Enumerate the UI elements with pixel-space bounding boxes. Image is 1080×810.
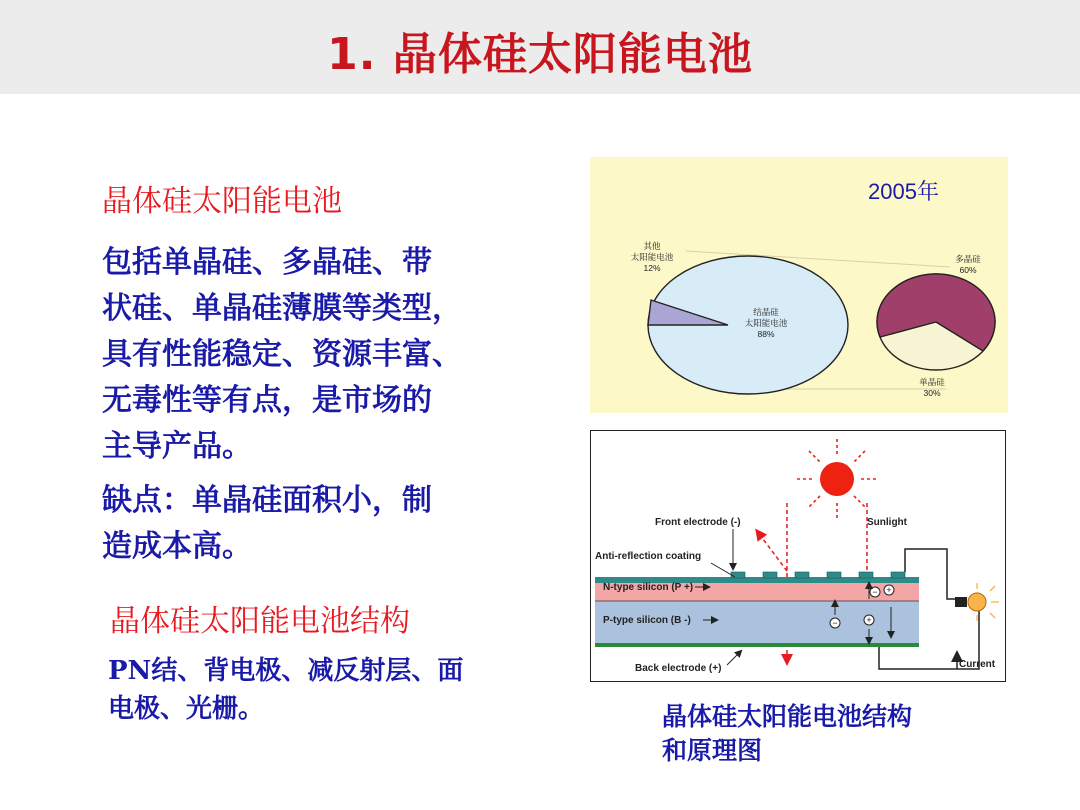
label-line: 单晶硅 bbox=[919, 377, 945, 387]
market-share-pie-chart bbox=[590, 157, 1008, 413]
label-front-electrode: Front electrode (-) bbox=[655, 517, 741, 528]
drawback-paragraph bbox=[102, 478, 432, 570]
svg-text:−: − bbox=[832, 618, 838, 628]
label-line: 其他 bbox=[643, 241, 661, 251]
caption-line: 和原理图 bbox=[662, 736, 763, 765]
drawback-line: 缺点：单晶硅面积小，制 bbox=[102, 483, 432, 518]
pie-label-poly-silicon bbox=[955, 254, 981, 275]
light-bulb-icon bbox=[955, 583, 999, 621]
description-paragraph bbox=[102, 240, 462, 470]
label-line: 太阳能电池 bbox=[630, 252, 674, 262]
label-line: 多晶硅 bbox=[955, 254, 981, 264]
page-title: 1. 晶体硅太阳能电池 bbox=[327, 29, 753, 80]
label-current: Current bbox=[959, 659, 996, 670]
solar-cell-diagram-svg bbox=[591, 431, 1005, 681]
svg-text:−: − bbox=[872, 587, 878, 597]
structure-line: PN结、背电极、减反射层、面 bbox=[108, 656, 464, 686]
svg-text:+: + bbox=[886, 585, 892, 595]
sun-icon bbox=[797, 439, 877, 519]
label-line: 12% bbox=[643, 263, 661, 273]
caption-line: 晶体硅太阳能电池结构 bbox=[662, 702, 913, 731]
label-line: 30% bbox=[923, 388, 941, 398]
solar-cell-diagram bbox=[590, 430, 1006, 682]
label-n-type: N-type silicon (P +) bbox=[603, 582, 694, 593]
description-line: 无毒性等有点，是市场的 bbox=[102, 383, 432, 418]
pie-year-label: 2005年 bbox=[868, 179, 939, 204]
structure-paragraph bbox=[108, 652, 463, 728]
label-anti-reflection: Anti-reflection coating bbox=[595, 551, 702, 562]
structure-line: 电极、光栅。 bbox=[108, 694, 265, 724]
label-line: 60% bbox=[959, 265, 977, 275]
description-line: 主导产品。 bbox=[102, 429, 252, 464]
diagram-caption bbox=[662, 700, 912, 768]
drawback-line: 造成本高。 bbox=[102, 529, 252, 564]
back-electrode-layer bbox=[595, 643, 919, 647]
pie-label-mono-silicon bbox=[919, 377, 945, 398]
label-back-electrode: Back electrode (+) bbox=[635, 663, 722, 674]
description-line: 状硅、单晶硅薄膜等类型， bbox=[102, 291, 462, 326]
label-line: 结晶硅 bbox=[753, 307, 779, 317]
label-p-type: P-type silicon (B -) bbox=[603, 615, 691, 626]
pie-label-other bbox=[631, 241, 674, 273]
section-heading-structure: 晶体硅太阳能电池结构 bbox=[110, 604, 410, 639]
description-line: 包括单晶硅、多晶硅、带 bbox=[102, 245, 432, 280]
section-heading-crystal-silicon: 晶体硅太阳能电池 bbox=[102, 184, 342, 219]
label-line: 88% bbox=[757, 329, 775, 339]
label-line: 太阳能电池 bbox=[744, 318, 788, 328]
description-line: 具有性能稳定、资源丰富、 bbox=[102, 337, 462, 372]
pie-chart-svg bbox=[590, 157, 1008, 413]
label-sunlight: Sunlight bbox=[867, 517, 907, 528]
svg-text:+: + bbox=[866, 615, 872, 625]
